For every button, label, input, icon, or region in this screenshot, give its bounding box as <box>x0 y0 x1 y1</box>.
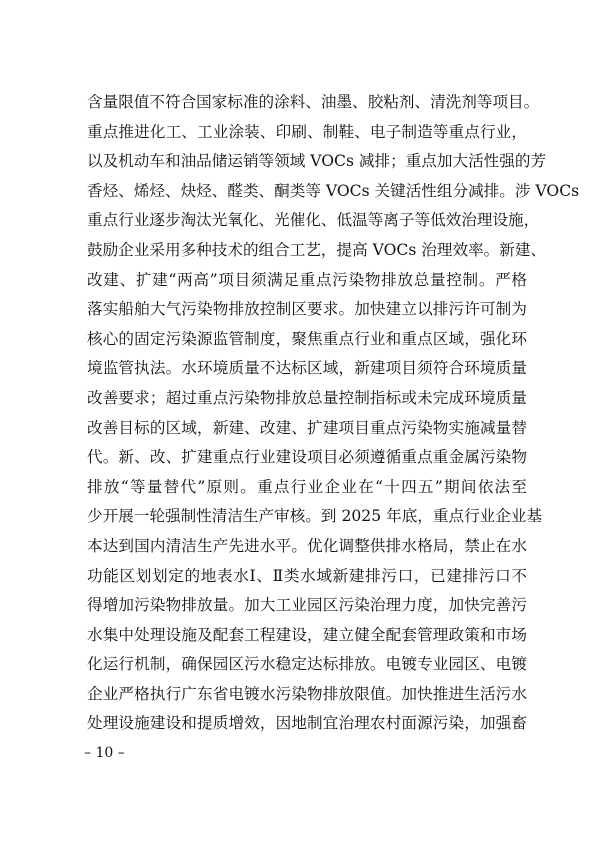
text-line: 功能区划划定的地表水Ⅰ、Ⅱ类水域新建排污口，已建排污口不 <box>87 566 527 585</box>
text-line: 改善要求；超过重点污染物排放总量控制指标或未完成环境质量 <box>87 388 527 407</box>
text-line: 少开展一轮强制性清洁生产审核。到 2025 年底，重点行业企业基 <box>87 507 543 526</box>
text-line: 处理设施建设和提质增效，因地制宜治理农村面源污染，加强畜 <box>87 714 527 733</box>
text-line: 含量限值不符合国家标准的涂料、油墨、胶粘剂、清洗剂等项目。 <box>87 93 540 111</box>
text-line: 境监管执法。水环境质量不达标区域，新建项目须符合环境质量 <box>87 359 527 378</box>
text-line: 得增加污染物排放量。加大工业园区污染治理力度，加快完善污 <box>87 596 527 615</box>
text-line: 水集中处理设施及配套工程建设，建立健全配套管理政策和市场 <box>87 625 527 644</box>
text-line: 改善目标的区域，新建、改建、扩建项目重点污染物实施减量替 <box>87 418 527 437</box>
text-line: 落实船舶大气污染物排放控制区要求。加快建立以排污许可制为 <box>87 300 527 319</box>
text-line: 鼓励企业采用多种技术的组合工艺，提高 VOCs 治理效率。新建、 <box>87 240 547 259</box>
text-line: 以及机动车和油品储运销等领域 VOCs 减排；重点加大活性强的芳 <box>87 152 547 171</box>
text-line: 排放“等量替代”原则。重点行业企业在“十四五”期间依法至 <box>87 477 527 496</box>
text-line: 改建、扩建“两高”项目须满足重点污染物排放总量控制。严格 <box>87 270 527 289</box>
text-line: 本达到国内清洁生产先进水平。优化调整供排水格局，禁止在水 <box>87 536 527 555</box>
body-text <box>87 88 580 739</box>
page-number: – 10 – <box>84 745 125 761</box>
text-line: 企业严格执行广东省电镀水污染物排放限值。加快推进生活污水 <box>87 684 527 703</box>
text-line: 化运行机制，确保园区污水稳定达标排放。电镀专业园区、电镀 <box>87 655 527 674</box>
text-line: 代。新、改、扩建重点行业建设项目必须遵循重点重金属污染物 <box>87 448 527 467</box>
text-line: 香烃、烯烃、炔烃、醛类、酮类等 VOCs 关键活性组分减排。涉 VOCs <box>87 181 580 200</box>
text-line: 重点行业逐步淘汰光氧化、光催化、低温等离子等低效治理设施， <box>87 211 540 230</box>
text-line: 重点推进化工、工业涂装、印刷、制鞋、电子制造等重点行业， <box>87 122 527 141</box>
text-line: 核心的固定污染源监管制度，聚焦重点行业和重点区域，强化环 <box>87 329 527 348</box>
